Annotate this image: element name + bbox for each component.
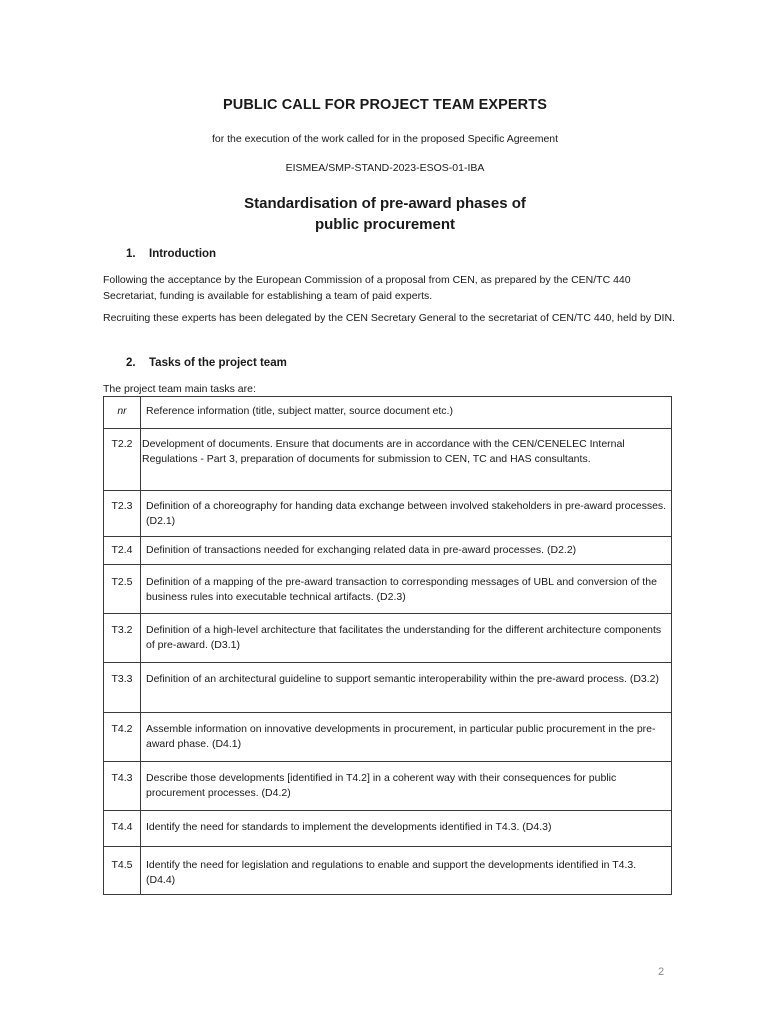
task-code: T4.2 xyxy=(104,713,141,762)
task-code: T4.3 xyxy=(104,762,141,811)
section-number: 1. xyxy=(126,248,136,260)
task-code: T2.5 xyxy=(104,565,141,614)
document-subtitle: for the execution of the work called for in the proposed Specific Agreement xyxy=(211,133,559,145)
task-code: T3.3 xyxy=(104,663,141,713)
subject-title-line-2: public procurement xyxy=(314,216,456,233)
task-description: Definition of a mapping of the pre-award transaction to corresponding messages of UBL and conversion of the business rules into executable technical artifacts. (D2.3) xyxy=(141,565,672,614)
table-row xyxy=(104,565,672,614)
intro-paragraph-1: Following the acceptance by the European Commission of a proposal from CEN, as prepared by the CEN/TC 440 Secretariat, funding is available for establishing a team of paid experts. xyxy=(103,274,631,302)
task-code: T3.2 xyxy=(104,614,141,663)
task-description: Describe those developments [identified in T4.2] in a coherent way with their consequences for public procurement processes. (D4.2) xyxy=(141,762,672,811)
table-row xyxy=(104,614,672,663)
table-header-row xyxy=(104,397,672,429)
table-row xyxy=(104,847,672,895)
table-row xyxy=(104,713,672,762)
section-title: Introduction xyxy=(149,248,217,260)
table-row xyxy=(104,491,672,537)
document-title: PUBLIC CALL FOR PROJECT TEAM EXPERTS xyxy=(223,97,547,113)
task-code: T2.2 xyxy=(104,429,141,491)
subject-title xyxy=(0,193,770,235)
intro-paragraph-2: Recruiting these experts has been delegated by the CEN Secretary General to the secretariat of CEN/TC 440, held by DIN. xyxy=(103,312,675,324)
section-heading-introduction xyxy=(126,248,216,260)
task-description: Development of documents. Ensure that documents are in accordance with the CEN/CENELEC Internal Regulations - Part 3, preparation of documents for submission to CEN, TC and HAS consultants. xyxy=(141,429,672,491)
task-description: Identify the need for legislation and regulations to enable and support the developments identified in T4.3. (D4.4) xyxy=(141,847,672,895)
task-code: T4.5 xyxy=(104,847,141,895)
subject-title-line-1: Standardisation of pre-award phases of xyxy=(244,195,526,212)
task-description: Definition of transactions needed for exchanging related data in pre-award processes. (D2.2) xyxy=(141,537,672,565)
task-code: T4.4 xyxy=(104,811,141,847)
table-row xyxy=(104,429,672,491)
task-description: Definition of an architectural guideline to support semantic interoperability within the pre-award process. (D3.2) xyxy=(141,663,672,713)
tasks-table xyxy=(103,396,672,895)
table-row xyxy=(104,663,672,713)
table-row xyxy=(104,762,672,811)
table-row xyxy=(104,811,672,847)
agreement-reference: EISMEA/SMP-STAND-2023-ESOS-01-IBA xyxy=(285,162,485,174)
header-code-cell: nr xyxy=(104,397,141,429)
table-row xyxy=(104,537,672,565)
header-description-cell: Reference information (title, subject matter, source document etc.) xyxy=(141,397,672,429)
task-code: T2.4 xyxy=(104,537,141,565)
task-description: Identify the need for standards to implement the developments identified in T4.3. (D4.3) xyxy=(141,811,672,847)
task-description: Assemble information on innovative developments in procurement, in particular public procurement in the pre-award phase. (D4.1) xyxy=(141,713,672,762)
page-number: 2 xyxy=(658,966,665,978)
section-title: Tasks of the project team xyxy=(149,357,287,369)
task-description: Definition of a choreography for handing data exchange between involved stakeholders in pre-award processes. (D2.1) xyxy=(141,491,672,537)
section-heading-tasks xyxy=(126,357,287,369)
tasks-intro: The project team main tasks are: xyxy=(103,383,256,395)
section-number: 2. xyxy=(126,357,136,369)
task-description: Definition of a high-level architecture that facilitates the understanding for the different architecture components of pre-award. (D3.1) xyxy=(141,614,672,663)
task-code: T2.3 xyxy=(104,491,141,537)
